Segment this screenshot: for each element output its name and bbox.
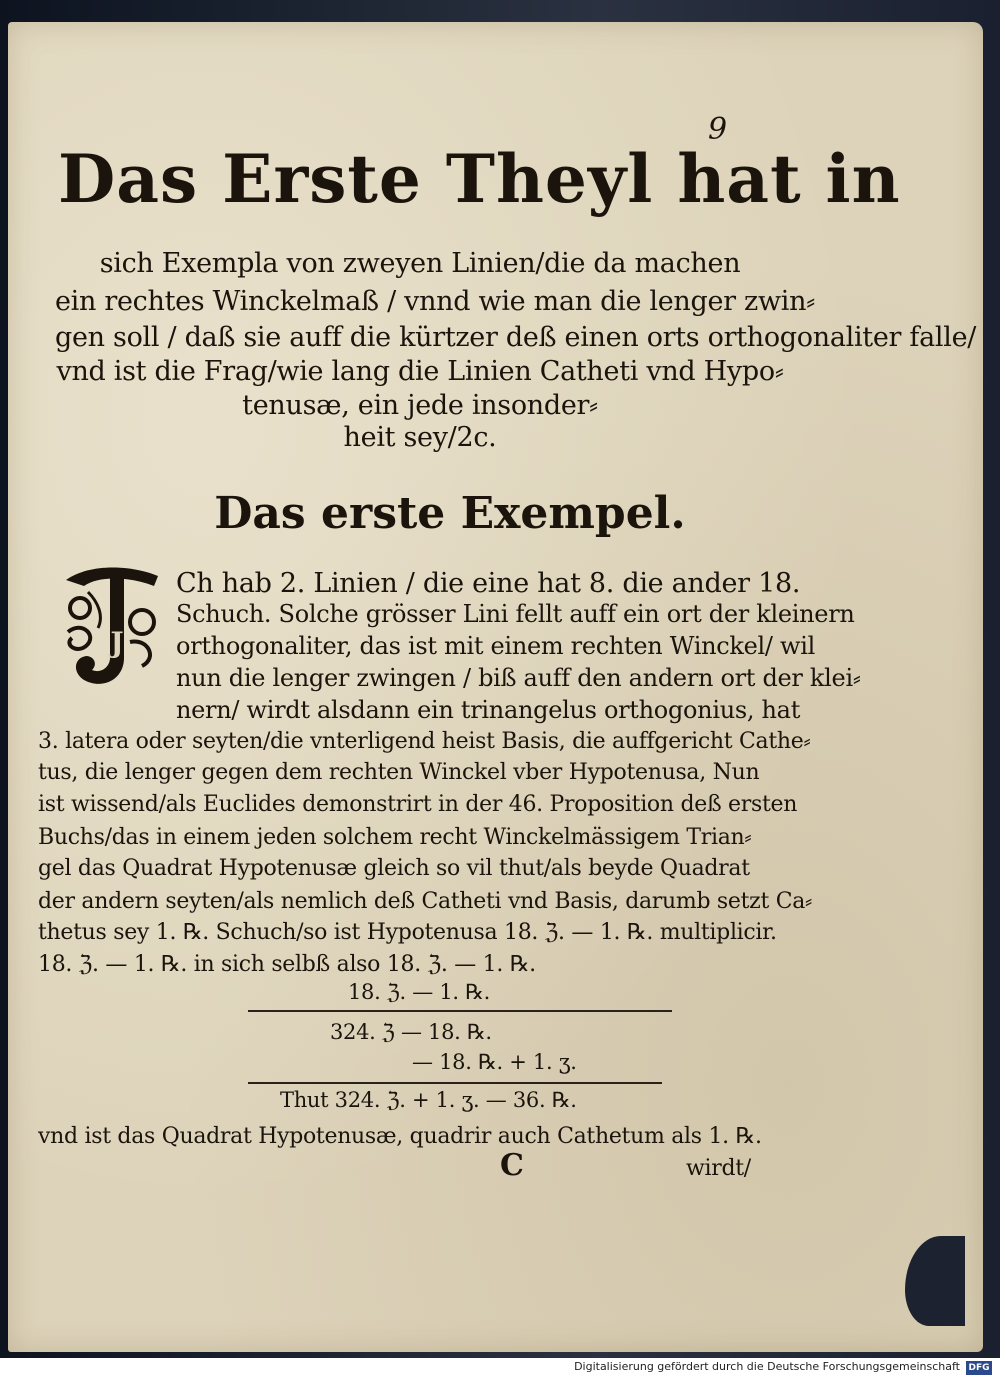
torn-corner [905, 1236, 965, 1326]
body-line-4: nun die lenger zwingen / biß auff den andern ort der klei⸗ [176, 664, 861, 692]
decorated-initial [58, 562, 166, 694]
body-line-9: Buchs/das in einem jeden solchem recht Winckelmässigem Trian⸗ [38, 825, 752, 850]
body-line-1: Ch hab 2. Linien / die eine hat 8. die ander 18. [176, 568, 801, 599]
footer-credit: Digitalisierung gefördert durch die Deutsche Forschungsgemeinschaft [574, 1360, 960, 1373]
catchword: wirdt/ [686, 1156, 751, 1181]
body-line-10: gel das Quadrat Hypotenusæ gleich so vil thut/als beyde Quadrat [38, 856, 750, 881]
body-line-11: der andern seyten/als nemlich deß Catheti vnd Basis, darumb setzt Ca⸗ [38, 889, 813, 914]
body-line-5: nern/ wirdt alsdann ein trinangelus orthogonius, hat [176, 696, 801, 724]
calc-line-2: 324. ℨ — 18. ℞. [330, 1020, 492, 1044]
body-line-2: Schuch. Solche grösser Lini fellt auff ein ort der kleinern [176, 600, 855, 628]
body-line-13: 18. ℨ. — 1. ℞. in sich selbß also 18. ℨ. — 1. ℞. [38, 952, 536, 977]
heading-line-5: tenusæ, ein jede insonder⸗ [242, 390, 598, 421]
calc-rule-1 [248, 1010, 672, 1012]
calc-line-3: — 18. ℞. + 1. ʒ. [412, 1050, 577, 1074]
body-line-7: tus, die lenger gegen dem rechten Winckel vber Hypotenusa, Nun [38, 760, 760, 785]
heading-line-3: gen soll / daß sie auff die kürtzer deß einen orts orthogonaliter falle/ [55, 322, 977, 353]
body-line-12: thetus sey 1. ℞. Schuch/so ist Hypotenusa 18. ℨ. — 1. ℞. multiplicir. [38, 920, 777, 945]
calc-line-4: Thut 324. ℨ. + 1. ʒ. — 36. ℞. [280, 1088, 577, 1112]
heading-line-1: sich Exempla von zweyen Linien/die da machen [99, 248, 741, 279]
calc-line-1: 18. ℨ. — 1. ℞. [348, 980, 491, 1004]
heading-line-4: vnd ist die Frag/wie lang die Linien Catheti vnd Hypo⸗ [56, 356, 784, 387]
body-line-3: orthogonaliter, das ist mit einem rechten Winckel/ wil [176, 632, 816, 660]
section-subtitle: Das erste Exempel. [214, 488, 686, 539]
decorated-initial-ornament [58, 562, 166, 694]
page-number: 9 [708, 112, 728, 147]
dfg-logo: DFG [966, 1361, 992, 1375]
body-line-8: ist wissend/als Euclides demonstrirt in der 46. Proposition deß ersten [38, 792, 798, 817]
heading-line-6: heit sey/2c. [343, 422, 497, 453]
closing-line: vnd ist das Quadrat Hypotenusæ, quadrir auch Cathetum als 1. ℞. [38, 1124, 762, 1149]
calc-rule-2 [248, 1082, 662, 1084]
body-line-6: 3. latera oder seyten/die vnterligend heist Basis, die auffgericht Cathe⸗ [38, 729, 811, 754]
dropcap-letter: J [110, 626, 124, 659]
page-title: Das Erste Theyl hat in [58, 140, 901, 218]
heading-line-2: ein rechtes Winckelmaß / vnnd wie man die lenger zwin⸗ [55, 286, 815, 317]
signature-mark: C [500, 1148, 524, 1183]
